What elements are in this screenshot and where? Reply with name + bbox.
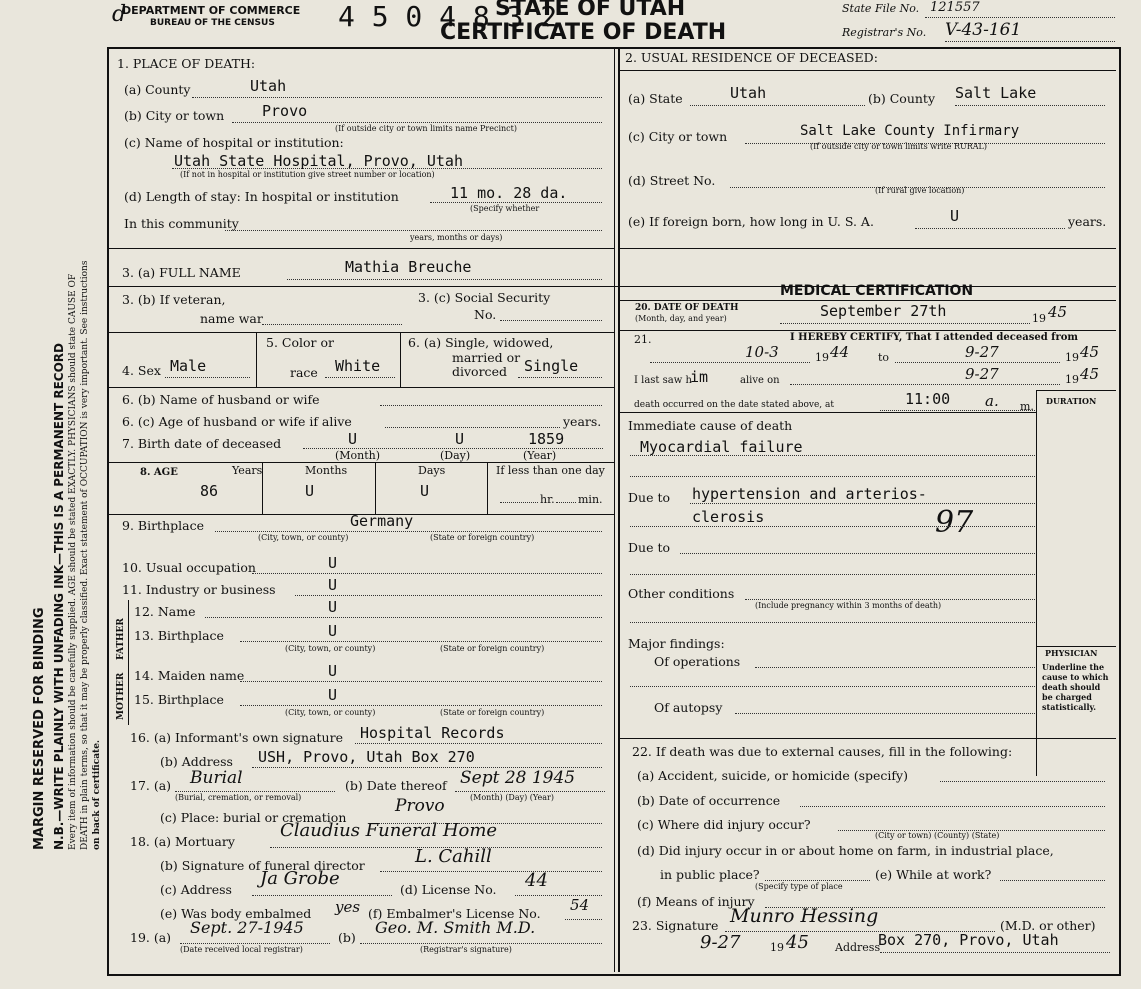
father-birth-label: 13. Birthplace: [134, 628, 224, 643]
father-note2: (State or foreign country): [440, 644, 545, 653]
hospital-label: (c) Name of hospital or institution:: [124, 135, 344, 150]
mother-note2: (State or foreign country): [440, 708, 545, 717]
last-saw-value: im: [690, 368, 709, 386]
spouse-age-unit: years.: [563, 414, 602, 429]
city-label: (b) City or town: [124, 108, 225, 123]
birth-month-label: (Month): [335, 449, 381, 462]
signature-title: (M.D. or other): [1000, 918, 1096, 933]
registrar-label: Registrar's No.: [842, 26, 927, 39]
margin-instructions-3: on back of certificate.: [92, 739, 102, 850]
mother-name-label: 14. Maiden name: [134, 668, 245, 683]
certificate-title: CERTIFICATE OF DEATH: [440, 20, 727, 45]
informant-address-label: (b) Address: [160, 754, 233, 769]
husband-label: 6. (b) Name of husband or wife: [122, 392, 320, 407]
public-place-label: in public place?: [660, 867, 760, 882]
res-foreign-unit: years.: [1068, 214, 1107, 229]
marital-label-2: married or: [452, 350, 521, 365]
years-label: Years: [232, 464, 263, 477]
sig-year-prefix: 19: [770, 941, 784, 954]
residence-heading: 2. USUAL RESIDENCE OF DECEASED:: [625, 50, 878, 65]
place-of-death-heading: 1. PLACE OF DEATH:: [117, 56, 256, 71]
res-county-label: (b) County: [868, 91, 936, 106]
birth-year-label: (Year): [523, 449, 557, 462]
license-value: 44: [525, 870, 548, 891]
hr-label: hr.: [540, 493, 555, 506]
veteran-label-2: name war: [200, 311, 263, 326]
mother-side-label: MOTHER: [116, 672, 126, 720]
alive-value: 9-27: [965, 365, 999, 383]
ssn-label-2: No.: [474, 307, 497, 322]
ssn-label: 3. (c) Social Security: [418, 290, 551, 305]
informant-label: 16. (a) Informant's own signature: [130, 730, 343, 745]
occurred-unit: m.: [1020, 400, 1034, 413]
birth-month-value: U: [348, 430, 358, 448]
signature-year: 45: [786, 932, 809, 953]
other-conditions-label: Other conditions: [628, 586, 735, 601]
mother-name-value: U: [328, 662, 338, 680]
occupation-label: 10. Usual occupation: [122, 560, 256, 575]
mortuary-address-value: Ja Grobe: [260, 868, 340, 889]
res-city-label: (c) City or town: [628, 129, 728, 144]
sex-label: 4. Sex: [122, 363, 161, 378]
hospital-value: Utah State Hospital, Provo, Utah: [174, 152, 463, 170]
age-years-value: 86: [200, 482, 219, 500]
stay-value: 11 mo. 28 da.: [450, 184, 568, 202]
alive-year-prefix: 19: [1065, 373, 1079, 386]
birthplace-note1: (City, town, or county): [258, 533, 349, 542]
corner-mark: d: [112, 2, 127, 27]
major-findings-label: Major findings:: [628, 636, 725, 651]
work-label: (e) While at work?: [875, 867, 992, 882]
state-heading: STATE OF UTAH: [495, 0, 686, 21]
father-birth-value: U: [328, 622, 338, 640]
res-county-value: Salt Lake: [955, 84, 1037, 102]
birth-year-value: 1859: [528, 430, 565, 448]
marital-label-3: divorced: [452, 364, 507, 379]
filed-note: (Date received local registrar): [180, 945, 303, 954]
occurred-suffix: a.: [985, 392, 999, 410]
state-file-label: State File No.: [842, 2, 920, 15]
mother-note1: (City, town, or county): [285, 708, 376, 717]
race-label: race: [290, 365, 318, 380]
industry-label: 11. Industry or business: [122, 582, 276, 597]
margin-binding-text: MARGIN RESERVED FOR BINDING: [32, 607, 47, 850]
burial-place-label: (c) Place: burial or cremation: [160, 810, 347, 825]
cause-code: 97: [935, 505, 974, 540]
res-city-note: (If outside city or town limits write RURAL): [810, 142, 987, 151]
father-side-label: FATHER: [116, 618, 126, 660]
sex-value: Male: [170, 357, 207, 375]
stay-note: (Specify whether: [470, 204, 540, 213]
immediate-value: Myocardial failure: [640, 438, 803, 456]
birthplace-value: Germany: [350, 512, 414, 530]
attended-from: 10-3: [745, 343, 779, 361]
signature-label: 23. Signature: [632, 918, 719, 933]
veteran-label: 3. (b) If veteran,: [122, 292, 226, 307]
burial-date-note: (Month) (Day) (Year): [470, 793, 554, 802]
lessday-label: If less than one day: [496, 464, 605, 477]
duration-label: DURATION: [1046, 396, 1097, 406]
father-note1: (City, town, or county): [285, 644, 376, 653]
res-state-value: Utah: [730, 84, 767, 102]
days-label: Days: [418, 464, 446, 477]
city-note: (If outside city or town limits name Precinct): [335, 124, 517, 133]
director-label: (b) Signature of funeral director: [160, 858, 365, 873]
physician-label: PHYSICIAN: [1045, 648, 1098, 658]
county-label: (a) County: [124, 82, 191, 97]
mortuary-value: Claudius Funeral Home: [280, 820, 498, 841]
license-label: (d) License No.: [400, 882, 497, 897]
physician-note: Underline the cause to which death should be charged statistically.: [1042, 662, 1109, 712]
certify-num: 21.: [634, 333, 652, 346]
to-label: to: [878, 351, 890, 364]
mortuary-label: 18. (a) Mortuary: [130, 834, 235, 849]
other-note: (Include pregnancy within 3 months of death): [755, 601, 942, 610]
birthplace-note2: (State or foreign country): [430, 533, 535, 542]
res-foreign-label: (e) If foreign born, how long in U. S. A.: [628, 214, 874, 229]
where-label: (c) Where did injury occur?: [637, 817, 811, 832]
from-year-prefix: 19: [815, 351, 829, 364]
race-value: White: [335, 357, 381, 375]
res-state-label: (a) State: [628, 91, 683, 106]
due1-value-2: clerosis: [692, 508, 765, 526]
res-street-label: (d) Street No.: [628, 173, 716, 188]
stamp-number: 4 5 0 4 8 3 2: [338, 0, 558, 33]
sig-address-value: Box 270, Provo, Utah: [878, 931, 1059, 949]
signature-date: 9-27: [700, 932, 741, 953]
occurred-time: 11:00: [905, 390, 951, 408]
medical-heading: MEDICAL CERTIFICATION: [780, 283, 974, 299]
res-city-value: Salt Lake County Infirmary: [800, 123, 1020, 139]
margin-warning-text: N.B.—WRITE PLAINLY WITH UNFADING INK—THIS IS A PERMANENT RECORD: [52, 342, 66, 850]
last-saw-label: I last saw h: [634, 375, 692, 386]
res-street-note: (If rural give location): [875, 186, 965, 195]
age-label: 8. AGE: [140, 467, 178, 478]
stay-label: (d) Length of stay: In hospital or institution: [124, 189, 399, 204]
operations-label: Of operations: [654, 654, 741, 669]
department-label: DEPARTMENT OF COMMERCE: [122, 4, 301, 17]
res-foreign-value: U: [950, 207, 960, 225]
filed-value: Sept. 27-1945: [190, 918, 304, 937]
spouse-age-label: 6. (c) Age of husband or wife if alive: [122, 414, 352, 429]
birth-day-value: U: [455, 430, 465, 448]
burial-date-value: Sept 28 1945: [460, 768, 576, 788]
registrar-note: (Registrar's signature): [420, 945, 512, 954]
where-note: (City or town) (County) (State): [875, 831, 1000, 840]
birth-date-label: 7. Birth date of deceased: [122, 436, 282, 451]
registrar-sig-label: (b): [338, 930, 356, 945]
burial-note: (Burial, cremation, or removal): [175, 793, 302, 802]
mother-birth-value: U: [328, 686, 338, 704]
autopsy-label: Of autopsy: [654, 700, 723, 715]
physician-signature: Munro Hessing: [730, 905, 879, 927]
date-year-prefix: 19: [1032, 312, 1046, 325]
father-name-label: 12. Name: [134, 604, 196, 619]
due1-label: Due to: [628, 490, 670, 505]
filed-label: 19. (a): [130, 930, 172, 945]
embalmed-label: (e) Was body embalmed: [160, 906, 312, 921]
alive-year: 45: [1080, 365, 1100, 383]
embalmed-value: yes: [335, 898, 361, 916]
attended-to-year: 45: [1080, 343, 1100, 361]
to-year-prefix: 19: [1065, 351, 1079, 364]
director-signature: L. Cahill: [415, 846, 492, 867]
attended-to: 9-27: [965, 343, 999, 361]
burial-label: 17. (a): [130, 778, 172, 793]
full-name-label: 3. (a) FULL NAME: [122, 265, 241, 280]
min-label: min.: [578, 493, 603, 506]
home-label: (d) Did injury occur in or about home on farm, in industrial place,: [637, 843, 1054, 858]
months-label: Months: [305, 464, 348, 477]
birth-day-label: (Day): [440, 449, 471, 462]
age-days-value: U: [420, 482, 430, 500]
due1-value: hypertension and arterios-: [692, 485, 927, 503]
marital-label: 6. (a) Single, widowed,: [408, 335, 554, 350]
birthplace-label: 9. Birthplace: [122, 518, 204, 533]
external-causes-label: 22. If death was due to external causes, fill in the following:: [632, 744, 1013, 759]
accident-label: (a) Accident, suicide, or homicide (specify): [637, 768, 908, 783]
informant-value: Hospital Records: [360, 724, 505, 742]
hospital-note: (If not in hospital or institution give street number or location): [180, 170, 435, 179]
embalmer-value: 54: [570, 896, 590, 914]
public-note: (Specify type of place: [755, 882, 843, 891]
date-of-death-label: 20. DATE OF DEATH: [635, 303, 739, 313]
burial-date-label: (b) Date thereof: [345, 778, 447, 793]
date-of-death-note: (Month, day, and year): [635, 314, 727, 323]
immediate-label: Immediate cause of death: [628, 418, 793, 433]
embalmer-label: (f) Embalmer's License No.: [368, 906, 541, 921]
occurred-label: death occurred on the date stated above, at: [634, 400, 835, 410]
mortuary-address-label: (c) Address: [160, 882, 232, 897]
mother-birth-label: 15. Birthplace: [134, 692, 224, 707]
community-label: In this community: [124, 216, 239, 231]
informant-address-value: USH, Provo, Utah Box 270: [258, 748, 475, 766]
full-name-value: Mathia Breuche: [345, 258, 472, 276]
date-of-death-value: September 27th: [820, 302, 947, 320]
burial-value: Burial: [190, 768, 243, 788]
father-name-value: U: [328, 598, 338, 616]
death-county-value: Utah: [250, 77, 287, 95]
industry-value: U: [328, 576, 338, 594]
color-label: 5. Color or: [266, 335, 334, 350]
occurrence-label: (b) Date of occurrence: [637, 793, 781, 808]
margin-instructions-1: Every item of information should be carefully supplied. AGE should be stated EXACTLY. PHYSICIANS should state CAUSE OF: [68, 273, 78, 850]
due2-label: Due to: [628, 540, 670, 555]
means-label: (f) Means of injury: [637, 894, 755, 909]
margin-instructions-2: DEATH in plain terms, so that it may be properly classified. Exact statement of OCCUPATION is very important. See instructions: [80, 260, 90, 850]
attended-from-year: 44: [830, 343, 850, 361]
bureau-label: BUREAU OF THE CENSUS: [150, 18, 275, 28]
burial-place-value: Provo: [395, 796, 445, 816]
community-note: years, months or days): [410, 233, 503, 242]
sig-address-label: Address: [835, 941, 881, 954]
alive-label: alive on: [740, 375, 780, 386]
date-of-death-year: 45: [1048, 303, 1068, 321]
certify-text: I HEREBY CERTIFY, That I attended deceased from: [790, 332, 1079, 343]
registrar-value: V-43-161: [945, 20, 1022, 40]
occupation-value: U: [328, 554, 338, 572]
marital-value: Single: [524, 357, 579, 375]
registrar-signature: Geo. M. Smith M.D.: [375, 918, 536, 937]
age-months-value: U: [305, 482, 315, 500]
death-city-value: Provo: [262, 102, 308, 120]
state-file-value: 121557: [930, 0, 980, 15]
